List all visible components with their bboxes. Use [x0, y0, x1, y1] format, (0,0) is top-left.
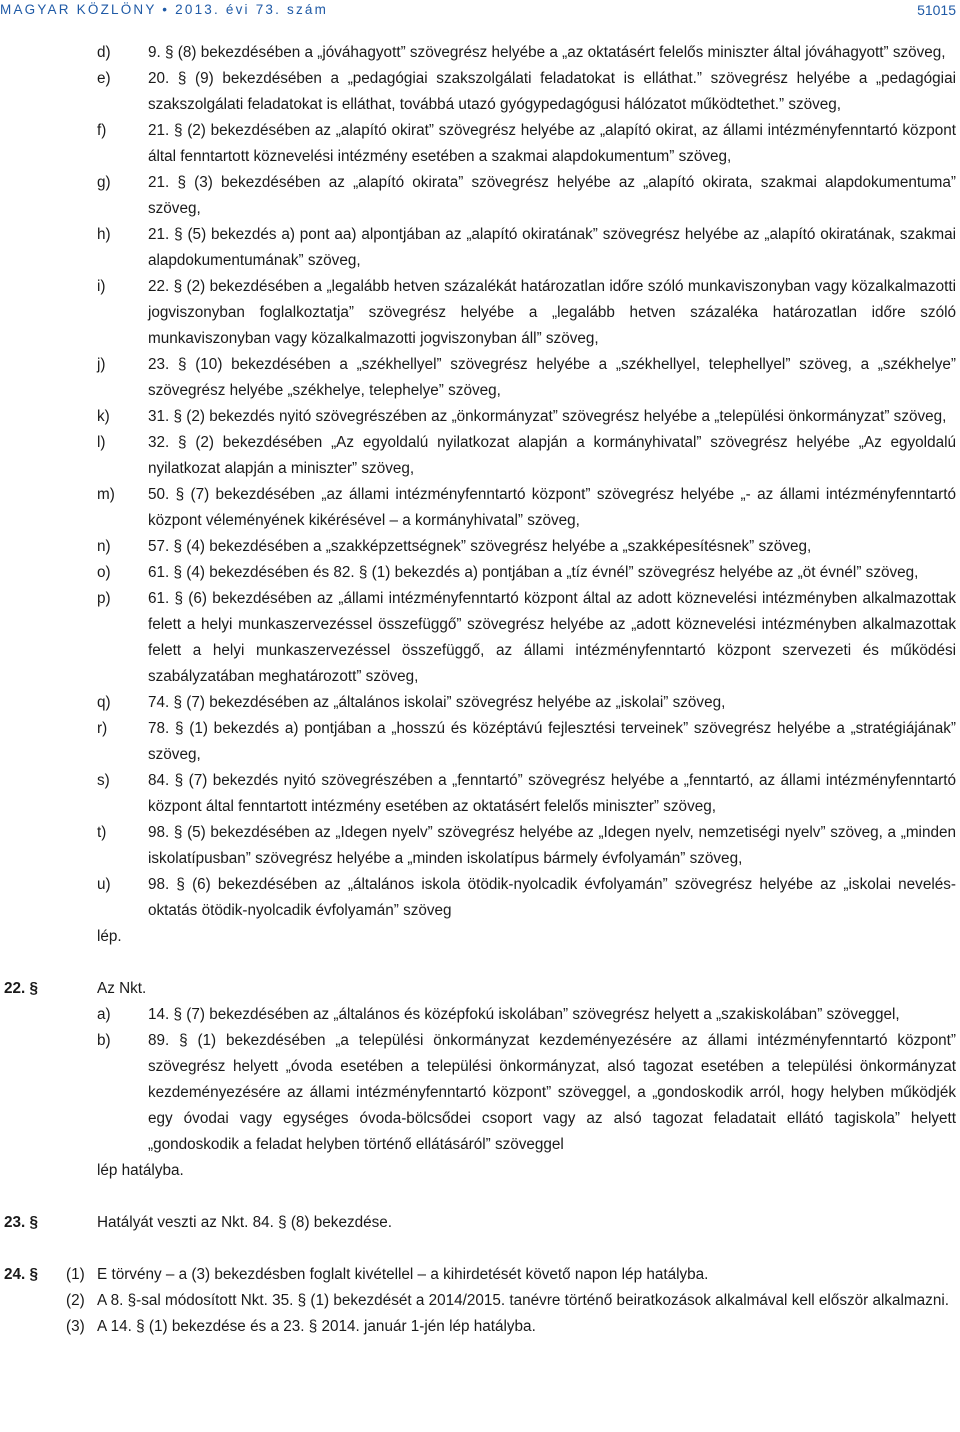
- paragraph: [0, 1262, 960, 1288]
- item-text: 61. § (4) bekezdésében és 82. § (1) bekezdés a) pontjában a „tíz évnél” szövegrész helyébe az „öt évnél” szöveg,: [148, 564, 919, 581]
- item-label: u): [97, 876, 111, 893]
- list-item: [0, 586, 960, 690]
- list-item: [0, 352, 960, 404]
- item-text: 23. § (10) bekezdésében a „székhellyel” szövegrész helyébe a „székhellyel, telephellyel” szöveg, a „székhelye” szövegrész helyébe „székhelye, telephelye” szöveg,: [148, 356, 956, 399]
- amendment-list: [0, 40, 960, 950]
- item-text: 14. § (7) bekezdésében az „általános és középfokú iskolában” szövegrész helyett a „szakiskolában” szöveggel,: [148, 1006, 900, 1023]
- list-item: [0, 872, 960, 924]
- item-label: f): [97, 122, 107, 139]
- item-label: t): [97, 824, 107, 841]
- section-closing: lép hatályba.: [97, 1162, 184, 1179]
- item-label: j): [97, 356, 106, 373]
- item-text: 22. § (2) bekezdésében a „legalább hetven százalékát határozatlan időre szóló munkaviszonyban vagy közalkalmazotti jogviszonyban foglalkoztatja” szövegrész helyébe a „legalább hetven százaléka határozatlan időre szóló munkaviszonyban vagy közalkalmazotti jogviszonyban áll” szöveg,: [148, 278, 956, 347]
- item-text: 20. § (9) bekezdésében a „pedagógiai szakszolgálati feladatokat is elláthat.” szövegrész helyébe a „pedagógiai szakszolgálati feladatokat is elláthat, továbbá utazó gyógypedagógusi hálózatot működtethet.” szöveg,: [148, 70, 956, 113]
- section-number: 22. §: [4, 980, 39, 997]
- section-number: 24. §: [4, 1266, 39, 1283]
- item-text: 61. § (6) bekezdésében az „állami intézményfenntartó központ által az adott köznevelési intézményben alkalmazottak felett a helyi munkaszervezéssel összefüggő” szövegrész helyébe az „adott köznevelési intézményben alkalmazottak felett a helyi munkaszervezéssel összefüggő, az állami intézményfenntartó központ szervezeti és működési szabályzatában meghatározott” szöveg,: [148, 590, 956, 685]
- list-item: [0, 820, 960, 872]
- section-23: [0, 1210, 960, 1236]
- item-text: 89. § (1) bekezdésében „a települési önkormányzat kezdeményezésére az állami intézményfenntartó központ” szövegrész helyett „óvoda esetében a települési önkormányzat, alsó tagozat esetében a települési önkormányzat kezdeményezésére az állami intézményfenntartó központ” szöveggel, a „gondoskodik arról, hogy helyben működjék egy óvodai vagy egységes óvoda-bölcsődei csoport vagy az alsó tagozat feladatait ellátó tagiskola” helyett „gondoskodik a feladat helyben történő ellátásáról” szöveggel: [148, 1032, 956, 1153]
- paragraph-text: A 8. §-sal módosított Nkt. 35. § (1) bekezdését a 2014/2015. tanévre történő beiratkozások alkalmával kell először alkalmazni.: [97, 1292, 949, 1309]
- item-label: i): [97, 278, 106, 295]
- item-label: b): [97, 1032, 111, 1049]
- item-text: 21. § (5) bekezdés a) pont aa) alpontjában az „alapító okiratának” szövegrész helyébe az „alapító okiratának, szakmai alapdokumentumának” szöveg,: [148, 226, 956, 269]
- item-text: 9. § (8) bekezdésében a „jóváhagyott” szövegrész helyébe a „az oktatásért felelős miniszter által jóváhagyott” szöveg,: [148, 44, 946, 61]
- item-text: 57. § (4) bekezdésében a „szakképzettségnek” szövegrész helyébe a „szakképesítésnek” szöveg,: [148, 538, 812, 555]
- item-label: d): [97, 44, 111, 61]
- item-label: a): [97, 1006, 111, 1023]
- list-item: [0, 534, 960, 560]
- item-label: s): [97, 772, 110, 789]
- list-item: [0, 118, 960, 170]
- paragraph-text: E törvény – a (3) bekezdésben foglalt kivétellel – a kihirdetését követő napon lép hatályba.: [97, 1266, 709, 1283]
- section-22: [0, 976, 960, 1184]
- item-text: 74. § (7) bekezdésében az „általános iskolai” szövegrész helyébe az „iskolai” szöveg,: [148, 694, 726, 711]
- list-item: [0, 482, 960, 534]
- list-item: [0, 404, 960, 430]
- list-item: [0, 430, 960, 482]
- item-text: 84. § (7) bekezdés nyitó szövegrészében a „fenntartó” szövegrész helyébe a „fenntartó, az állami intézményfenntartó központ által fenntartott intézmény esetében az oktatásért felelős miniszter” szöveg,: [148, 772, 956, 815]
- item-label: r): [97, 720, 108, 737]
- item-text: 31. § (2) bekezdés nyitó szövegrészében az „önkormányzat” szövegrész helyébe a „települési önkormányzat” szöveg,: [148, 408, 947, 425]
- list-item: [0, 222, 960, 274]
- item-label: p): [97, 590, 111, 607]
- item-label: n): [97, 538, 111, 555]
- item-text: 78. § (1) bekezdés a) pontjában a „hosszú és középtávú fejlesztési terveinek” szövegrész helyébe a „stratégiájának” szöveg,: [148, 720, 956, 763]
- list-item: [0, 170, 960, 222]
- list-item: [0, 690, 960, 716]
- item-text: 50. § (7) bekezdésében „az állami intézményfenntartó központ” szövegrész helyébe „- az állami intézményfenntartó központ véleményének kikérésével – a kormányhivatal” szöveg,: [148, 486, 956, 529]
- paragraph: [0, 1288, 960, 1314]
- page-number: 51015: [917, 2, 956, 18]
- list-item: [0, 768, 960, 820]
- list-item: [0, 716, 960, 768]
- item-label: h): [97, 226, 111, 243]
- list-item: [0, 1028, 960, 1158]
- page-header: [0, 2, 960, 22]
- item-text: 98. § (6) bekezdésében az „általános iskola ötödik-nyolcadik évfolyamán” szövegrész helyébe az „iskolai nevelés-oktatás ötödik-nyolcadik évfolyamán” szöveg: [148, 876, 956, 919]
- item-label: k): [97, 408, 110, 425]
- list-closing: lép.: [97, 928, 122, 945]
- item-text: 98. § (5) bekezdésében az „Idegen nyelv” szövegrész helyébe az „Idegen nyelv, nemzetiségi nyelv” szöveg, a „minden iskolatípusban” szövegrész helyébe a „minden iskolatípus bármely évfolyamán” szöveg,: [148, 824, 956, 867]
- paragraph-label: (3): [66, 1318, 85, 1335]
- section-intro: Az Nkt.: [97, 980, 147, 997]
- section-heading: [0, 976, 960, 1002]
- section-text: Hatályát veszti az Nkt. 84. § (8) bekezdése.: [97, 1214, 393, 1231]
- item-text: 32. § (2) bekezdésében „Az egyoldalú nyilatkozat alapján a kormányhivatal” szövegrész helyébe „Az egyoldalú nyilatkozat alapján a miniszter” szöveg,: [148, 434, 956, 477]
- paragraph: [0, 1314, 960, 1340]
- document-body: [0, 40, 960, 1340]
- list-item: [0, 274, 960, 352]
- item-label: g): [97, 174, 111, 191]
- list-item: [0, 1002, 960, 1028]
- item-label: l): [97, 434, 106, 451]
- item-label: o): [97, 564, 111, 581]
- item-label: e): [97, 70, 111, 87]
- section-heading: [0, 1210, 960, 1236]
- list-item: [0, 40, 960, 66]
- journal-title: MAGYAR KÖZLÖNY • 2013. évi 73. szám: [0, 2, 329, 17]
- list-item: [0, 66, 960, 118]
- section-number: 23. §: [4, 1214, 39, 1231]
- item-text: 21. § (3) bekezdésében az „alapító okirata” szövegrész helyébe az „alapító okirata, szakmai alapdokumentuma” szöveg,: [148, 174, 956, 217]
- section-24: [0, 1262, 960, 1340]
- paragraph-label: (2): [66, 1292, 85, 1309]
- list-item: [0, 560, 960, 586]
- paragraph-label: (1): [66, 1266, 85, 1283]
- paragraph-text: A 14. § (1) bekezdése és a 23. § 2014. január 1-jén lép hatályba.: [97, 1318, 536, 1335]
- item-text: 21. § (2) bekezdésében az „alapító okirat” szövegrész helyébe az „alapító okirat, az állami intézményfenntartó központ által fenntartott köznevelési intézmény esetében a szakmai alapdokumentum” szöveg,: [148, 122, 956, 165]
- item-label: q): [97, 694, 111, 711]
- item-label: m): [97, 486, 115, 503]
